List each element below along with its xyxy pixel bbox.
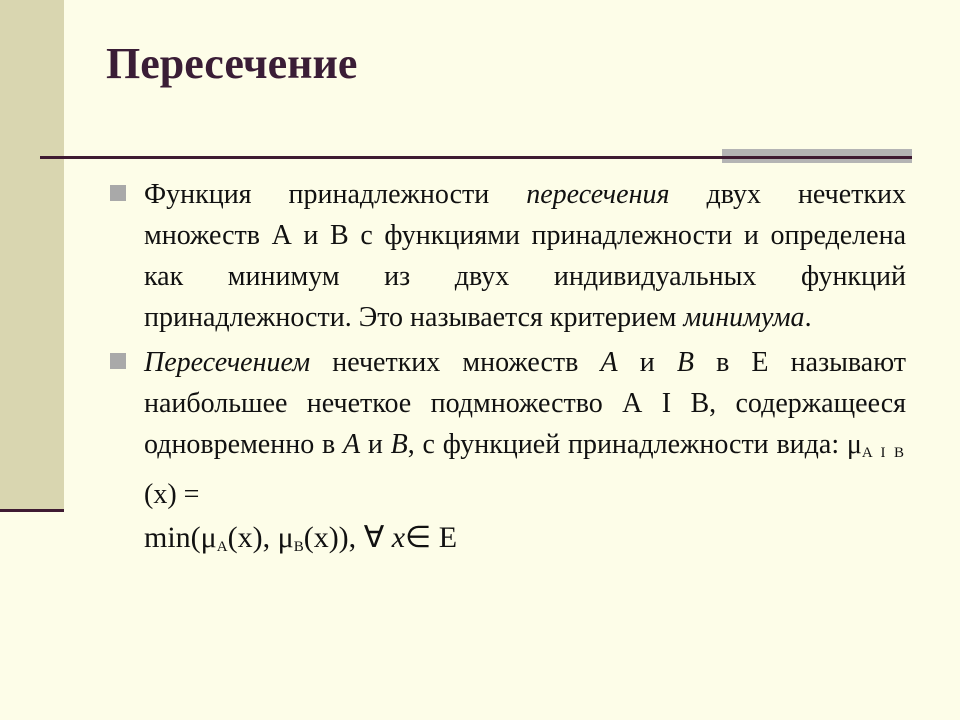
- bullet-text: и: [617, 347, 677, 378]
- title-rule-accent-low: [722, 159, 912, 163]
- set-a-symbol: A: [600, 347, 618, 378]
- left-decorative-band: [0, 0, 64, 512]
- bullet-intersection-definition: [106, 342, 906, 570]
- mu-symbol: μ: [200, 521, 217, 554]
- bullet-text: двух нечетких множеств А и В с функциями принадлежности и определена как минимум из двух индивидуальных функций принадлежности. Это называется критерием: [144, 179, 906, 333]
- bullet-square-icon: [110, 353, 126, 369]
- set-e-symbol: E: [431, 521, 458, 554]
- bullet-text: Функция принадлежности: [144, 179, 527, 210]
- set-a-symbol: A: [342, 429, 361, 460]
- subscript-a: A: [216, 539, 228, 555]
- element-of-symbol: ∈: [405, 521, 432, 554]
- mu-symbol: μ: [277, 521, 294, 554]
- mu-symbol: μ: [846, 429, 862, 460]
- formula-arg: (x)),: [303, 521, 364, 554]
- set-b-symbol: B: [390, 429, 408, 460]
- formula-min: [144, 515, 906, 570]
- formula-arg: (x) =: [144, 479, 200, 510]
- formula-min-open: min(: [144, 521, 201, 554]
- formula-arg: (x),: [227, 521, 278, 554]
- bullet-italic-term: минимума: [683, 302, 805, 333]
- bullet-text: .: [804, 302, 812, 333]
- slide-content: [106, 174, 906, 574]
- bullet-text: нечетких множеств: [310, 347, 601, 378]
- bullet-italic-term: Пересечением: [144, 347, 311, 378]
- bullet-intersection-membership: [106, 174, 906, 338]
- bullet-italic-term: пересечения: [526, 179, 670, 210]
- title-rule-accent: [722, 149, 912, 156]
- bullet-text: в Е называют наибольшее нечеткое подмножество А I В, содержащееся одновременно в: [144, 347, 906, 460]
- set-b-symbol: B: [676, 347, 694, 378]
- bullet-text: и: [360, 429, 391, 460]
- bullet-square-icon: [110, 185, 126, 201]
- slide-title: Пересечение: [106, 39, 358, 88]
- subscript-a-i-b: A I B: [861, 445, 906, 461]
- left-band-underline: [0, 509, 64, 512]
- x-variable: x: [391, 521, 406, 554]
- bullet-text: , с функцией принадлежности вида:: [407, 429, 847, 460]
- subscript-b: B: [293, 539, 304, 555]
- forall-symbol: ∀: [363, 521, 392, 554]
